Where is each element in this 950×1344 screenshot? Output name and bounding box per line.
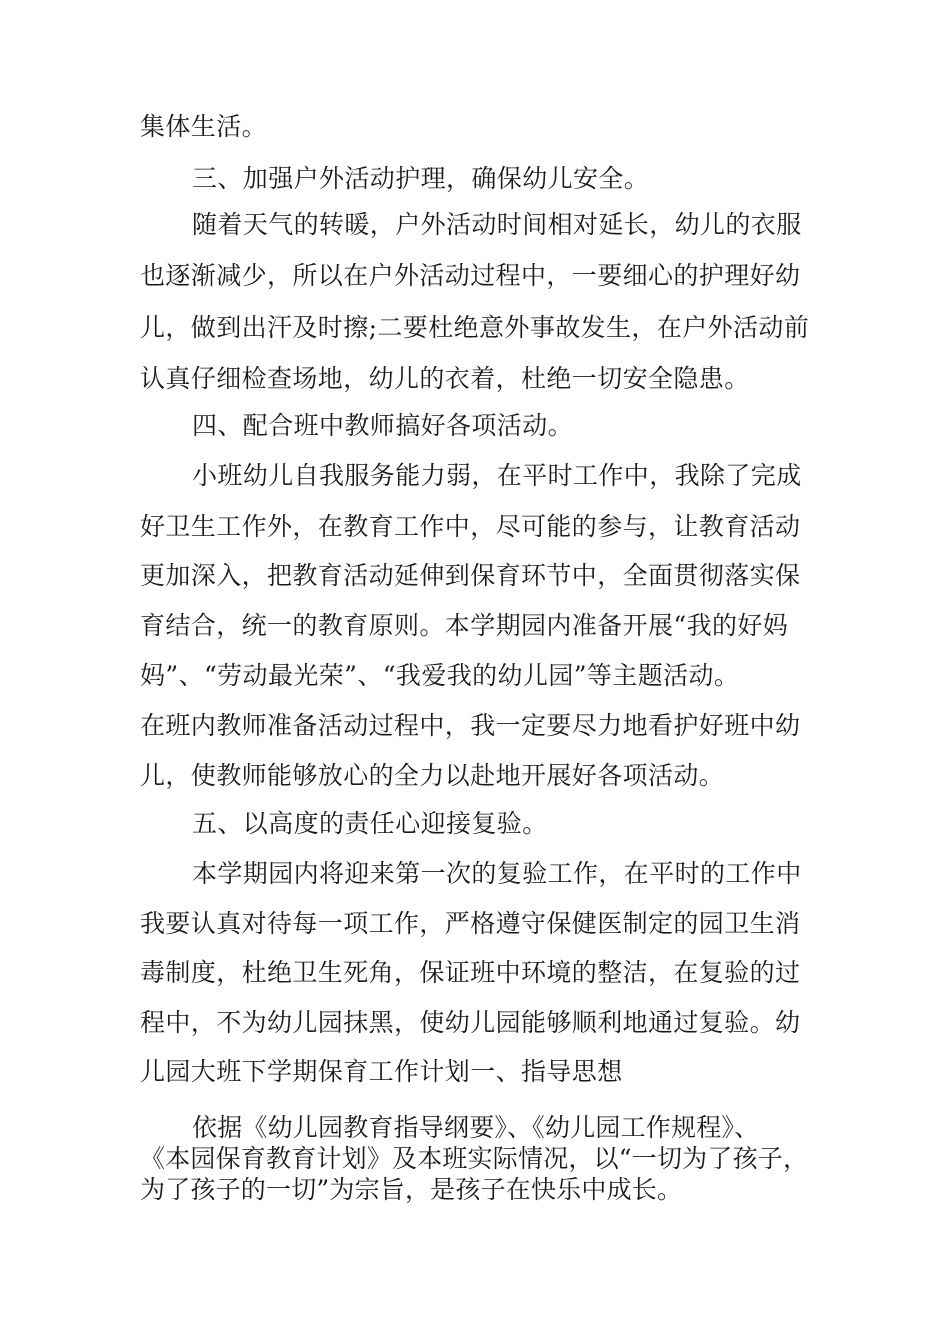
text-line: 儿，使教师能够放心的全力以赴地开展好各项活动。 xyxy=(140,761,725,790)
text-line: 本学期园内将迎来第一次的复验工作，在平时的工作中 xyxy=(192,859,802,888)
text-line: 认真仔细检查场地，幼儿的衣着，杜绝一切安全隐患。 xyxy=(140,364,750,393)
text-line: 《本园保育教育计划》及本班实际情况，以“一切为了孩子， xyxy=(140,1144,809,1173)
text-line: 为了孩子的一切”为宗旨，是孩子在快乐中成长。 xyxy=(140,1175,683,1204)
text-line: 毒制度，杜绝卫生死角，保证班中环境的整洁，在复验的过 xyxy=(140,958,801,987)
text-line: 育结合，统一的教育原则。本学期园内准备开展“我的好妈 xyxy=(140,611,789,640)
text-line: 程中，不为幼儿园抹黑，使幼儿园能够顺利地通过复验。幼 xyxy=(140,1008,801,1037)
text-line: 在班内教师准备活动过程中，我一定要尽力地看护好班中幼 xyxy=(140,711,801,740)
text-line: 我要认真对待每一项工作，严格遵守保健医制定的园卫生消 xyxy=(140,909,801,938)
text-line: 依据《幼儿园教育指导纲要》、《幼儿园工作规程》、 xyxy=(192,1113,760,1142)
text-line: 也逐渐减少，所以在户外活动过程中，一要细心的护理好幼 xyxy=(140,261,801,290)
text-line: 妈”、“劳动最光荣”、“我爱我的幼儿园”等主题活动。 xyxy=(140,661,740,690)
text-line: 更加深入，把教育活动延伸到保育环节中，全面贯彻落实保 xyxy=(140,561,801,590)
section-heading: 四、配合班中教师搞好各项活动。 xyxy=(192,411,574,440)
section-heading: 三、加强户外活动护理，确保幼儿安全。 xyxy=(192,164,650,193)
text-line: 小班幼儿自我服务能力弱，在平时工作中，我除了完成 xyxy=(192,461,802,490)
text-line: 随着天气的转暖，户外活动时间相对延长，幼儿的衣服 xyxy=(192,210,802,239)
section-heading: 五、以高度的责任心迎接复验。 xyxy=(192,809,548,838)
text-line: 儿园大班下学期保育工作计划一、指导思想 xyxy=(140,1057,623,1086)
text-line: 集体生活。 xyxy=(140,112,268,141)
text-line: 好卫生工作外，在教育工作中，尽可能的参与，让教育活动 xyxy=(140,512,801,541)
text-line: 儿，做到出汗及时擦;二要杜绝意外事故发生，在户外活动前 xyxy=(140,313,810,342)
